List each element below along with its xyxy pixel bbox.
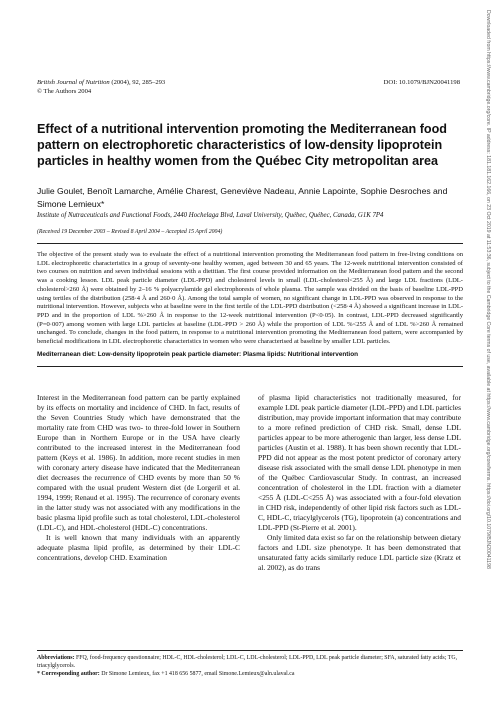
body-paragraph: Interest in the Mediterranean food pattern can be partly explained by its effects on mortality and incidence of CHD. In fact, results of the Seven Countries Study which have demonstrated that the mortality rate from CHD was two- to three-fold lower in Southern Europe than in Northern Europe or in the USA have clearly contributed to the increased interest in the Mediterranean food pattern (Keys et al. 1986). In addition, more recent studies in men with coronary artery disease have indicated that the Mediterranean diet decreases the recurrence of CHD events by more than 50 % compared with the usual prudent Western diet (de Lorgeril et al. 1994, 1999; Renaud et al. 1995). The recurrence of coronary events in the latter study was not associated with any modifications in the basic plasma lipid profile such as total cholesterol, LDL-cholesterol (LDL-C), and HDL-cholesterol (HDL-C) concentrations. [37,393,240,532]
abstract: The objective of the present study was to evaluate the effect of a nutritional intervention promoting the Mediterranean food pattern in free-living conditions on LDL electrophoretic characteristics in a group of seventy-one healthy women, aged between 30 and 65 years. The 12-week nutritional intervention consisted of two courses on nutrition and seven individual sessions with a dietitian. The first course provided information on the Mediterranean food pattern and the second was a cooking lesson. LDL peak particle diameter (LDL-PPD) and cholesterol levels in small (LDL-cholesterol<255 Å) and large LDL fractions (LDL-cholesterol>260 Å) were obtained by 2–16 % polyacrylamide gel electrophoresis of whole plasma. The sample was divided on the basis of baseline LDL-PPD using tertiles of the distribution (258·4 Å and 260·0 Å). Among the total sample of women, no significant change in LDL-PPD was observed in response to the nutritional intervention. However, subjects who at baseline were in the first tertile of the LDL-PPD distribution (<258·4 Å) showed a significant increase in LDL-PPD and in the proportion of LDL %>260 Å in response to the 12-week nutritional intervention (P<0·05). In contrast, LDL-PPD decreased significantly (P=0·007) among women with large LDL particles at baseline (LDL-PPD > 260 Å) while the proportion of LDL %<255 Å and of LDL %>260 Å remained unchanged. To conclude, changes in the food pattern, in response to a nutritional intervention promoting the Mediterranean food pattern, were accompanied by beneficial modifications in LDL electrophoretic characteristics in women who were characterised at baseline by smaller LDL particles. [37,251,463,346]
journal-header [37,78,165,96]
download-side-note [483,10,492,700]
abbreviations-label: Abbreviations: [37,655,75,661]
journal-citation: (2004), 92, 285–293 [109,79,166,86]
footnote-rule [37,650,463,651]
side-note-text: Downloaded from https://www.cambridge.org/core. IP address: 181.181.162.166, on 23 Oct 2019 at 11:53:36, subject to the Cambridge Core terms of use, available at https://www.cambridge.org/core/terms. https://doi.org/10.1079/BJN20041198 [485,10,491,569]
body-paragraph: Only limited data exist so far on the relationship between dietary factors and LDL size phenotype. It has been demonstrated that unsaturated fatty acids similarly reduce LDL particle size (Kratz et al. 2002), as do trans [258,533,461,572]
body-right-column [258,393,461,573]
abbreviations-text: FFQ, food-frequency questionnaire; HDL-C, HDL-cholesterol; LDL-C, LDL-cholesterol; LDL-PPD, LDL peak particle diameter; SFA, saturated fatty acids; TG, triacylglycerols. [37,655,458,669]
article-title: Effect of a nutritional intervention promoting the Mediterranean food pattern on electrophoretic characteristics of low-density lipoprotein particles in healthy women from the Québec City metropolitan area [37,122,448,168]
abstract-top-rule [37,243,463,244]
abbreviations-note [37,654,463,670]
abstract-bottom-rule [37,366,463,367]
doi-line: DOI: 10.1079/BJN20041198 [383,79,460,86]
body-paragraph: It is well known that many individuals with an apparently adequate plasma lipid profile, as determined by their LDL-C concentrations, develop CHD. Examination [37,533,240,562]
body-paragraph: of plasma lipid characteristics not traditionally measured, for example LDL peak particle diameter (LDL-PPD) and LDL particles distribution, may provide important information that may contribute to a more refined prediction of CHD risk. Small, dense LDL particles appear to be more atherogenic than larger, less dense LDL particles (Austin et al. 1988). It has been shown recently that LDL-PPD did not appear as the most potent predictor of coronary artery disease risk associated with the small dense LDL phenotype in men of the Québec Cardiovascular Study. In contrast, an increased concentration of cholesterol in the LDL fraction with a diameter <255 Å (LDL-C<255 Å) was associated with a four-fold elevation in CHD risk, independently of other lipid risk factors such as LDL-C, HDL-C, triacylglycerols (TG), lipoprotein (a) concentrations and LDL-PPD (St-Pierre et al. 2001). [258,393,461,532]
received-dates: (Received 19 December 2003 – Revised 8 April 2004 – Accepted 15 April 2004) [37,229,223,235]
affiliation: Institute of Nutraceuticals and Functional Foods, 2440 Hochelaga Blvd, Laval University, Québec, Québec, Canada, G1K 7P4 [37,212,384,219]
corresponding-label: * Corresponding author: [37,671,100,677]
copyright-line: © The Authors 2004 [37,88,92,95]
footnotes [37,654,463,678]
corresponding-text: Dr Simone Lemieux, fax +1 418 656 5877, email Simone.Lemieux@aln.ulaval.ca [99,671,295,677]
corresponding-author-note [37,670,463,678]
keywords: Mediterranean diet: Low-density lipoprotein peak particle diameter: Plasma lipids: Nutritional intervention [37,351,359,358]
journal-name: British Journal of Nutrition [37,79,110,86]
body-left-column [37,393,240,563]
author-list: Julie Goulet, Benoît Lamarche, Amélie Charest, Geneviève Nadeau, Annie Lapointe, Sophie Desroches and Simone Lemieux* [37,186,448,209]
